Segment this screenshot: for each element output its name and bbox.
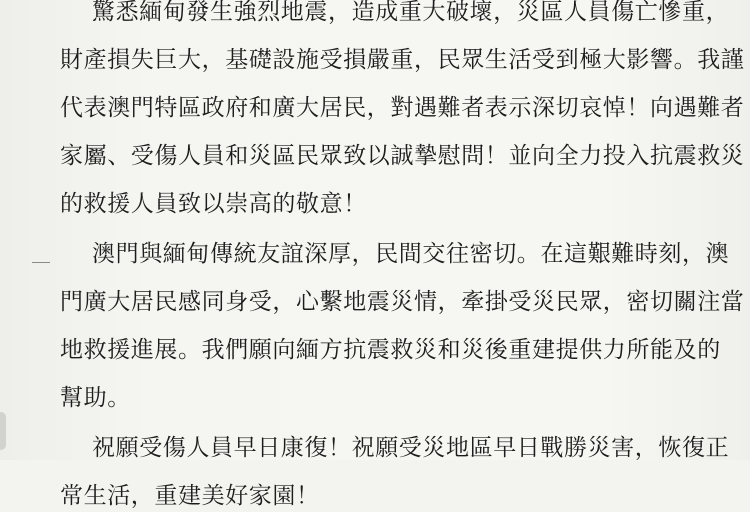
paragraph-2-line-1: 澳門與緬甸傳統友誼深厚，民間交往密切。在這艱難時刻，澳 — [92, 241, 730, 267]
paragraph-1-line-5: 的救援人員致以崇高的敬意！ — [60, 191, 367, 217]
paragraph-2-line-2: 門廣大居民感同身受，心繫地震災情，牽掛受災民眾，密切關注當 — [60, 289, 745, 315]
paragraph-3-line-2: 常生活，重建美好家園！ — [60, 483, 320, 509]
paragraph-2-line-4: 幫助。 — [60, 385, 131, 411]
margin-fold-mark — [32, 262, 50, 263]
paragraph-1-line-2: 財產損失巨大，基礎設施受損嚴重，民眾生活受到極大影響。我謹 — [60, 47, 745, 73]
paragraph-1-line-4: 家屬、受傷人員和災區民眾致以誠摯慰問！並向全力投入抗震救災 — [60, 143, 745, 169]
paragraph-2-line-3: 地救援進展。我們願向緬方抗震救災和災後重建提供力所能及的 — [60, 337, 721, 363]
paragraph-1-line-1: 驚悉緬甸發生強烈地震，造成重大破壞，災區人員傷亡慘重， — [92, 0, 730, 25]
binder-punch-hole — [0, 412, 6, 450]
paragraph-3-line-1: 祝願受傷人員早日康復！祝願受災地區早日戰勝災害，恢復正 — [92, 435, 730, 461]
paragraph-1-line-3: 代表澳門特區政府和廣大居民，對遇難者表示深切哀悼！向遇難者 — [60, 95, 745, 121]
